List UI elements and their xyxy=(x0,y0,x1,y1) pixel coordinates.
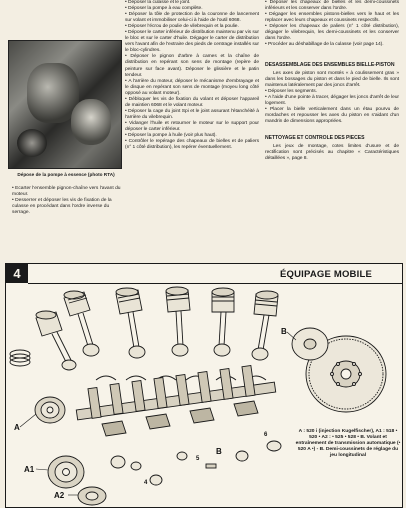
col2-paragraph: • Déposer la cage du joint Spi et le joint assurant l'étanchéité à l'arrière du vilebrequin. xyxy=(125,109,259,121)
col3-paragraph: Les axes de piston sont montés « à coulissement gras » dans les bossages du piston et dans le pied de bielle. Ils sont maintenus latéralement par des joncs d'arrêt. xyxy=(265,70,399,88)
col3-paragraph: • Placer la bielle verticalement dans un étau pourvu de mordaches et repousser les axes du piston en s'aidant d'un mandrin de dimensions appropriées. xyxy=(265,107,399,125)
col3-paragraph: • Déposer les chapeaux de paliers (n° 1 côté distribution), dégager le vilebrequin, les demi-coussinets et les conserver dans l'ordre. xyxy=(265,24,399,42)
piston-drawing xyxy=(36,311,76,370)
photo-caption: Dépose de la pompe à essence (photo RTA) xyxy=(17,172,115,177)
callout-a: A xyxy=(14,423,20,432)
section-heading-disassembly: DESASSEMBLAGE DES ENSEMBLES BIELLE-PISTON xyxy=(265,62,395,69)
piston-drawing xyxy=(212,288,234,356)
crankshaft-assembly-drawing xyxy=(6,284,402,507)
callout-5: 5 xyxy=(196,456,200,462)
callout-a2: A2 xyxy=(54,491,65,500)
pulley-drawing xyxy=(48,456,84,488)
fuel-pump-photo xyxy=(8,40,122,169)
col3-paragraph: • Déposer les chapeaux de bielles et les demi-coussinets inférieurs et les conserver dans l'ordre. xyxy=(265,0,399,12)
col2-paragraph: • Déposer la tôle de protection de la couronne de lancement sur volant et immobiliser celui-ci à l'aide de l'outil 6068. xyxy=(125,12,259,24)
figure-legend: A : 520 i (injection Kugelfischer), A1 : 518 • 520 • A2 : • 525 • 528 • B. Volant et entraînement de transmission automatique (• 520 A •) - B. Demi-coussinets de réglage du jeu longitudinal xyxy=(295,429,401,458)
col2-paragraph: • Débloquer les vis de fixation du volant et déposer l'appareil de maintien 6068 et le volant moteur. xyxy=(125,97,259,109)
pulley-drawing xyxy=(78,487,106,505)
flex-plate-drawing xyxy=(292,328,328,360)
col1-paragraph: • Desserrer et déposer les vis de fixation de la culasse en procédant dans l'ordre inverse du serrage. xyxy=(12,198,122,216)
col2-paragraph: • Vidanger l'huile et retourner le moteur sur le support pour déposer le carter inférieur. xyxy=(125,121,259,133)
piston-drawing xyxy=(166,287,190,356)
col3-paragraph: • A l'aide d'une pointe à tracer, dégager les joncs d'arrêt de leur logement. xyxy=(265,95,399,107)
col2-paragraph: • Contrôler le repérage des chapeaux de bielles et de paliers (n° 1 côté distribution), les repérer éventuellement. xyxy=(125,139,259,151)
callout-a1: A1 xyxy=(24,465,35,474)
col2-paragraph: • Déposer la pompe à eau complète. xyxy=(125,6,259,12)
col3-paragraph: • Déposer les segments. xyxy=(265,89,399,95)
col1-paragraph: • Ecarter l'ensemble pignon-chaîne vers l'avant du moteur. xyxy=(12,186,122,198)
col1-text xyxy=(12,186,122,216)
piston-drawing xyxy=(116,288,145,358)
col2-paragraph: • A l'arrière du moteur, déposer le mécanisme d'embrayage et le disque en repérant son sens de montage (moyeu long côté opposé au volant moteur). xyxy=(125,79,259,97)
col3-paragraph: • Procéder au déshabillage de la culasse (voir page 14). xyxy=(265,42,399,48)
col2-paragraph: • Déposer l'écrou de poulie de vilebrequin et la poulie. xyxy=(125,24,259,30)
section-heading-cleaning: NETTOYAGE ET CONTROLE DES PIECES xyxy=(265,135,365,142)
piston-drawing xyxy=(64,291,99,356)
figure-4-box xyxy=(5,263,403,508)
pulley-drawing xyxy=(35,397,65,423)
col2-paragraph: • Déposer le carter inférieur de distribution maintenu par vis sur le bloc et sur le carter d'huile. Dégager le carter de distribution vers l'avant afin de l'extraire des pieds de centrage installés sur le bloc-cylindres. xyxy=(125,30,259,54)
col2-paragraph: • Déposer la culasse et le joint. xyxy=(125,0,259,6)
col2-paragraph: • Déposer le pignon d'arbre à cames et la chaîne de distribution en repérant son sens de montage (repère de peinture sur face avant). Déposer le glissière et le patin tendeur. xyxy=(125,54,259,78)
callout-6: 6 xyxy=(264,432,268,438)
piston-drawing xyxy=(252,291,278,360)
callout-4: 4 xyxy=(144,480,148,486)
figure-title: ÉQUIPAGE MOBILE xyxy=(279,269,372,280)
col2-paragraph: • Déposer la pompe à huile (voir plus haut). xyxy=(125,133,259,139)
column-2 xyxy=(125,0,259,151)
column-3 xyxy=(265,0,399,162)
callout-b-lower: B xyxy=(216,447,222,456)
col3-paragraph: Les jeux de montage, cotes limites d'usure et de rectification sont précisés au chapitre « Caractéristiques détaillées », page 8. xyxy=(265,143,399,161)
callout-b: B xyxy=(281,327,287,336)
figure-number: 4 xyxy=(6,264,28,283)
col3-paragraph: • Dégager les ensembles pistons-bielles vers le haut et les replacer avec leurs chapeaux et coussinets respectifs. xyxy=(265,12,399,24)
